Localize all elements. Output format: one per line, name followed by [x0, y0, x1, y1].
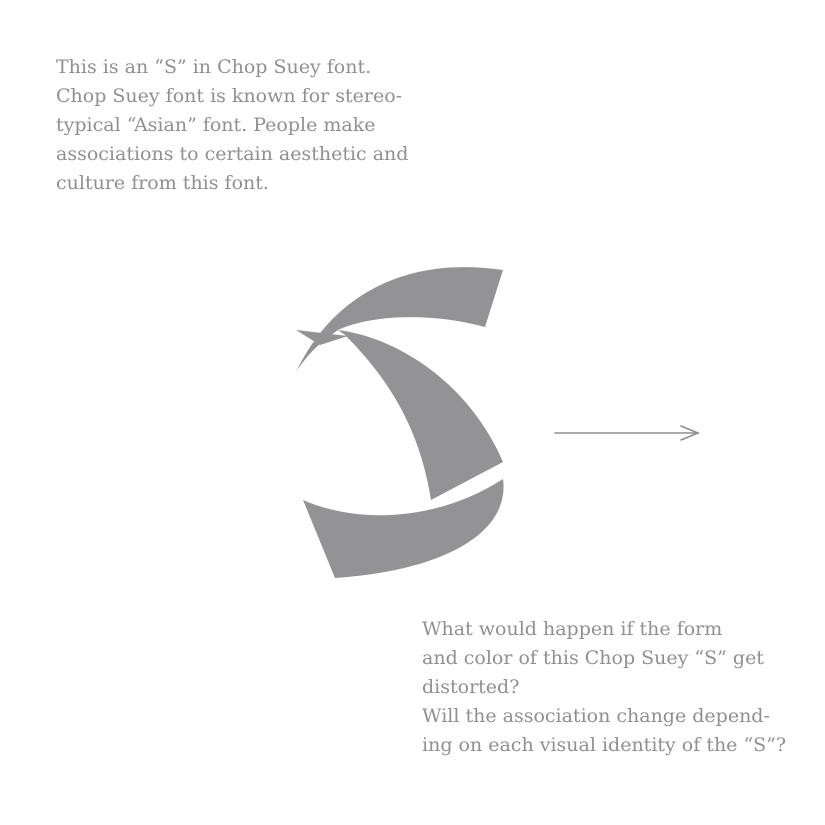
question-line-2: and color of this Chop Suey “S” get: [422, 647, 764, 669]
question-line-4: Will the association change depend-: [422, 705, 770, 727]
intro-line-5: culture from this font.: [56, 172, 269, 194]
intro-line-2: Chop Suey font is known for stereo-: [56, 85, 403, 107]
question-line-3: distorted?: [422, 676, 520, 698]
intro-line-1: This is an “S” in Chop Suey font.: [56, 56, 372, 78]
question-line-1: What would happen if the form: [422, 618, 723, 640]
question-line-5: ing on each visual identity of the “S”?: [422, 734, 787, 756]
intro-line-3: typical “Asian” font. People make: [56, 114, 376, 136]
intro-line-4: associations to certain aesthetic and: [56, 143, 409, 165]
question-paragraph: [422, 615, 786, 760]
